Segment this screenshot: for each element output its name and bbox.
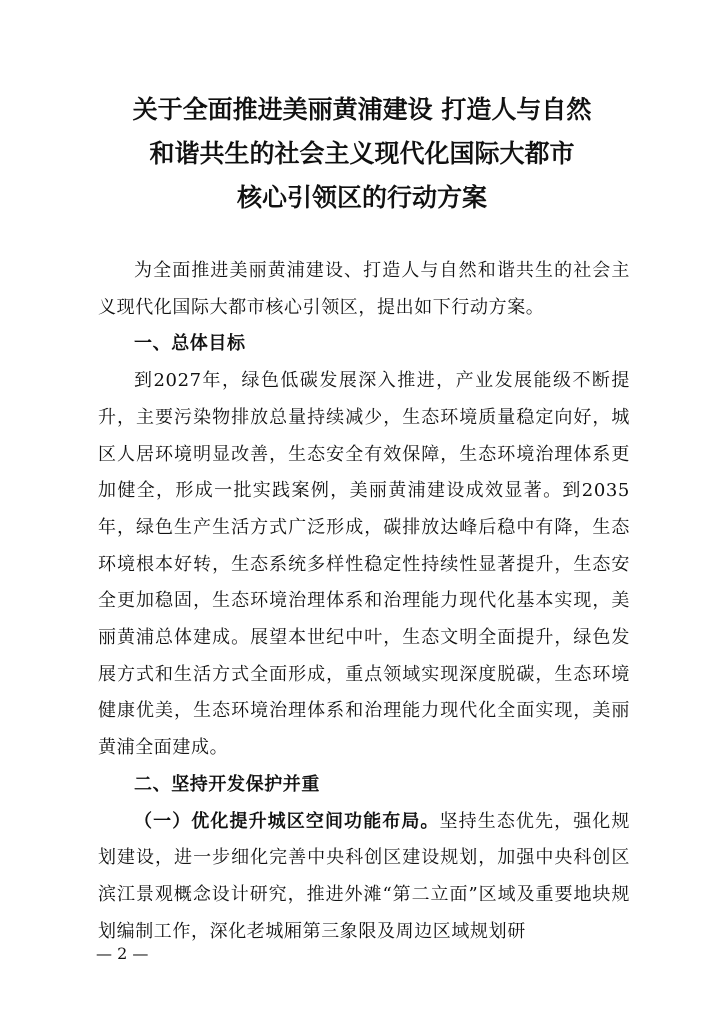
intro-paragraph: 为全面推进美丽黄浦建设、打造人与自然和谐共生的社会主义现代化国际大都市核心引领区，提出如下行动方案。 bbox=[98, 260, 630, 318]
section-1-paragraph: 到2027年，绿色低碳发展深入推进，产业发展能级不断提升，主要污染物排放总量持续减少，生态环境质量稳定向好，城区人居环境明显改善，生态安全有效保障，生态环境治理体系更加健全，形成一批实践案例，美丽黄浦建设成效显著。到2035年，绿色生产生活方式广泛形成，碳排放达峰后稳中有降，生态环境根本好转，生态系统多样性稳定性持续性显著提升，生态安全更加稳固，生态环境治理体系和治理能力现代化基本实现，美丽黄浦总体建成。展望本世纪中叶，生态文明全面提升，绿色发展方式和生活方式全面形成，重点领域实现深度脱碳，生态环境健康优美，生态环境治理体系和治理能力现代化全面实现，美丽黄浦全面建成。 bbox=[98, 370, 630, 759]
title-line-3: 核心引领区的行动方案 bbox=[236, 183, 487, 212]
page-number: — 2 — bbox=[96, 944, 149, 963]
document-body bbox=[98, 253, 630, 950]
section-1-heading: 一、总体目标 bbox=[134, 333, 246, 355]
section-2-paragraph bbox=[98, 804, 630, 951]
section-2-subheading: （一）优化提升城区空间功能布局。 bbox=[134, 810, 440, 832]
title-line-1: 关于全面推进美丽黄浦建设 打造人与自然 bbox=[132, 95, 592, 124]
section-2-text: 坚持生态优先，强化规划建设，进一步细化完善中央科创区建设规划，加强中央科创区滨江景观概念设计研究，推进外滩“第二立面”区域及重要地块规划编制工作，深化老城厢第三象限及周边区域规划研 bbox=[98, 810, 630, 942]
section-2-heading: 二、坚持开发保护并重 bbox=[134, 773, 320, 795]
title-line-2: 和谐共生的社会主义现代化国际大都市 bbox=[149, 139, 575, 168]
